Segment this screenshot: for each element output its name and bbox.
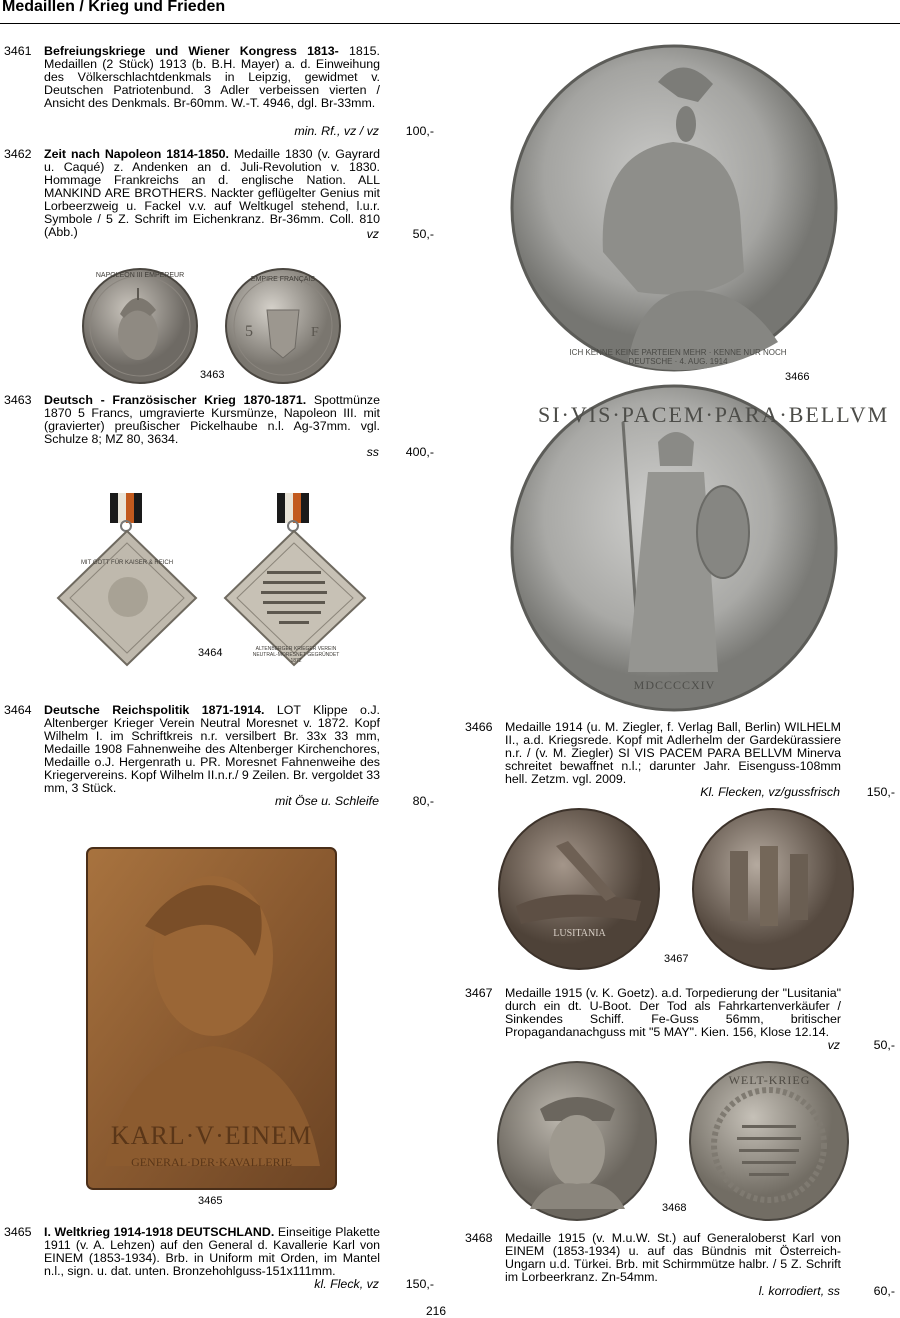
lot-text: Einseitige Plakette 1911 (v. A. Lehzen) auf den General d. Kavallerie Karl von EINEM (1853-1934). Brb. in Uniform mit Orden, im Mantel n.l., sign. u. dat. unten. Bronzehohlguss-151x111mm.: [44, 1225, 380, 1278]
lot-price: 50,-: [873, 1038, 895, 1052]
lot-number: 3466: [465, 720, 493, 734]
lot-grade: Kl. Flecken, vz/gussfrisch: [700, 785, 840, 799]
lot-3467: [465, 987, 895, 1055]
lot-title: Deutsche Reichspolitik 1871-1914.: [44, 703, 265, 717]
medal-3468-reverse-inscription: WELT-KRIEG: [728, 1073, 811, 1087]
medal-3466-reverse: [508, 382, 890, 715]
lot-text: Medaille 1830 (v. Gayrard u. Caqué) z. Andenken an d. Juli-Revolution v. 1830. Hommage Frankreichs an d. englische Nation. ALL MANKIND ARE BROTHERS. Nackter geflügelter Genius mit Lorbeerzweig u. Fackel v.v. auf Weltkugel stehend, l.u.r. Symbole / 5 Z. Schrift im Eichenkranz. Br-36mm. Coll. 810 (Abb.): [44, 147, 380, 239]
lot-text: LOT Klippe o.J. Altenberger Krieger Verein Neutral Moresnet v. 1872. Kopf Wilhelm I. im Schriftkreis n.r. versilbert Br. 33x 33 mm, Medaille 1908 Fahnenweihe des Altenberger Kirchenchores, Medaille o.J. Hergenrath u. PR. Moresnet Fahnenweihe des Kriegervereins. Kopf Wilhelm II.n.r./ 9 Zeilen. Br. vergoldet 33 mm, 3 Stück.: [44, 703, 380, 795]
medal-3467-ship-inscription: LUSITANIA: [553, 928, 606, 939]
caption-3465: 3465: [198, 1195, 223, 1207]
lot-grade: ss: [366, 445, 379, 459]
lot-3465: [4, 1226, 434, 1298]
medal-3464-obverse: [56, 493, 198, 668]
lot-grade: vz: [827, 1038, 840, 1052]
lot-title: Zeit nach Napoleon 1814-1850.: [44, 147, 229, 161]
svg-text:F: F: [311, 325, 319, 340]
coin-3463-obverse: [80, 266, 200, 386]
lot-title: Befreiungskriege und Wiener Kongress 1813-: [44, 44, 339, 58]
page-title: Medaillen / Krieg und Frieden: [2, 0, 226, 15]
lot-text: Spottmünze 1870 5 Francs, umgravierte Kursmünze, Napoleon III. mit (gravierter) preußischer Pickelhaube n.l. Ag-37mm. vgl. Schulze 8; MZ 80, 3634.: [44, 393, 380, 446]
caption-3467: 3467: [664, 953, 689, 965]
lot-grade: min. Rf., vz / vz: [294, 124, 379, 138]
lot-number: 3464: [4, 703, 32, 717]
lot-description: [44, 1226, 380, 1278]
medal-3464-reverse: [223, 493, 368, 668]
lot-grade: vz: [366, 227, 379, 241]
lot-price: 150,-: [866, 785, 895, 799]
plaque-name-inscription: KARL·V·EINEM: [110, 1121, 313, 1150]
lot-number: 3461: [4, 44, 32, 58]
lot-price: 150,-: [405, 1277, 434, 1291]
lot-number: 3463: [4, 393, 32, 407]
lot-number: 3467: [465, 986, 493, 1000]
lot-3461: [4, 45, 434, 140]
lot-description: [44, 704, 380, 795]
lot-price: 400,-: [405, 445, 434, 459]
lot-description: [505, 721, 841, 786]
caption-3463: 3463: [200, 369, 225, 381]
page-header: [0, 0, 900, 26]
lot-price: 60,-: [873, 1284, 895, 1298]
medal-3466-obverse-inscription: ICH KENNE KEINE PARTEIEN MEHR · KENNE NUR NOCH DEUTSCHE · 4. AUG. 1914: [569, 348, 787, 366]
medal-3468-reverse: [687, 1059, 852, 1224]
lot-title: I. Weltkrieg 1914-1918 DEUTSCHLAND.: [44, 1225, 275, 1239]
medal-3464-reverse-legend: ALTENBERGER KRIEGER VEREIN NEUTRAL-MORESNET GEGRÜNDET 1872: [252, 646, 340, 664]
medal-3466-obverse: [508, 42, 841, 375]
lot-3462: [4, 148, 434, 243]
lot-text: Medaille 1915 (v. K. Goetz). a.d. Torpedierung der "Lusitania" durch ein dt. U-Boot. Der Tod als Fahrkartenverkäufer / Sinkendes Schiff. Fe-Guss 56mm, britischer Propagandanachguss mit "5 MAY". Kien. 156, Klose 12.14.: [505, 986, 841, 1039]
lot-3464: [4, 704, 434, 814]
svg-text:5: 5: [245, 323, 253, 340]
lot-grade: mit Öse u. Schleife: [275, 794, 379, 808]
medal-3466-reverse-inscription: SI·VIS·PACEM·PARA·BELLVM: [538, 402, 890, 427]
plaque-3465: [85, 846, 338, 1191]
lot-text: Medaille 1914 (u. M. Ziegler, f. Verlag Ball, Berlin) WILHELM II., a.d. Kriegsrede. Kopf mit Adlerhelm der Gardekürassiere n.r. / (v. M. Ziegler) SI VIS PACEM PARA BELLVM Minerva schreitet bewaffnet n.l.; darunter Jahr. Eisenguss-108mm hell. Zetzm. vgl. 2009.: [505, 720, 841, 786]
lot-description: [505, 1232, 841, 1284]
coin-3463-reverse: [223, 266, 343, 386]
lot-number: 3465: [4, 1225, 32, 1239]
lot-3463: [4, 394, 434, 464]
lot-description: [44, 394, 380, 446]
lot-grade: l. korrodiert, ss: [758, 1284, 840, 1298]
medal-3467-obverse: [496, 806, 663, 973]
lot-grade: kl. Fleck, vz: [314, 1277, 379, 1291]
lot-text: 1815. Medaillen (2 Stück) 1913 (b. B.H. Mayer) a. d. Einweihung des Völkerschlachtdenkmals in Leipzig, gewidmet v. Deutschen Patriotenbund. 3 Adler verbeissen vierten / Ansicht des Denkmals. Br-60mm. W.-T. 4946, dgl. Br-33mm.: [44, 44, 380, 110]
lot-price: 50,-: [412, 227, 434, 241]
lot-text: Medaille 1915 (v. M.u.W. St.) auf Generaloberst Karl von EINEM (1853-1934) u. auf das Bündnis mit Österreich-Ungarn u.d. Türkei. Brb. mit Schirmmütze halbr. / 5 Z. Schrift im Lorbeerkranz. Zn-54mm.: [505, 1231, 841, 1284]
lot-price: 80,-: [412, 794, 434, 808]
caption-3468: 3468: [662, 1202, 687, 1214]
lot-price: 100,-: [405, 124, 434, 138]
lot-description: [44, 148, 380, 239]
plaque-rank-inscription: GENERAL·DER·KAVALLERIE: [131, 1155, 292, 1169]
medal-3467-reverse: [690, 806, 857, 973]
medal-3464-obverse-legend: MIT GOTT FÜR KAISER & REICH: [80, 560, 174, 566]
lot-3466: [465, 721, 895, 803]
lot-title: Deutsch - Französischer Krieg 1870-1871.: [44, 393, 307, 407]
lot-3468: [465, 1232, 895, 1300]
lot-number: 3468: [465, 1231, 493, 1245]
caption-3466: 3466: [785, 371, 810, 383]
lot-description: [505, 987, 841, 1039]
lot-description: [44, 45, 380, 110]
caption-3464: 3464: [198, 647, 223, 659]
coin-3463-obverse-legend: NAPOLEON III EMPEREUR: [95, 272, 185, 279]
page-number: 216: [426, 1304, 447, 1318]
medal-3466-reverse-year: MDCCCCXIV: [633, 678, 716, 692]
header-rule: [0, 23, 900, 24]
coin-3463-reverse-legend: EMPIRE FRANÇAIS: [250, 276, 316, 283]
lot-number: 3462: [4, 147, 32, 161]
medal-3468-obverse: [495, 1059, 660, 1224]
